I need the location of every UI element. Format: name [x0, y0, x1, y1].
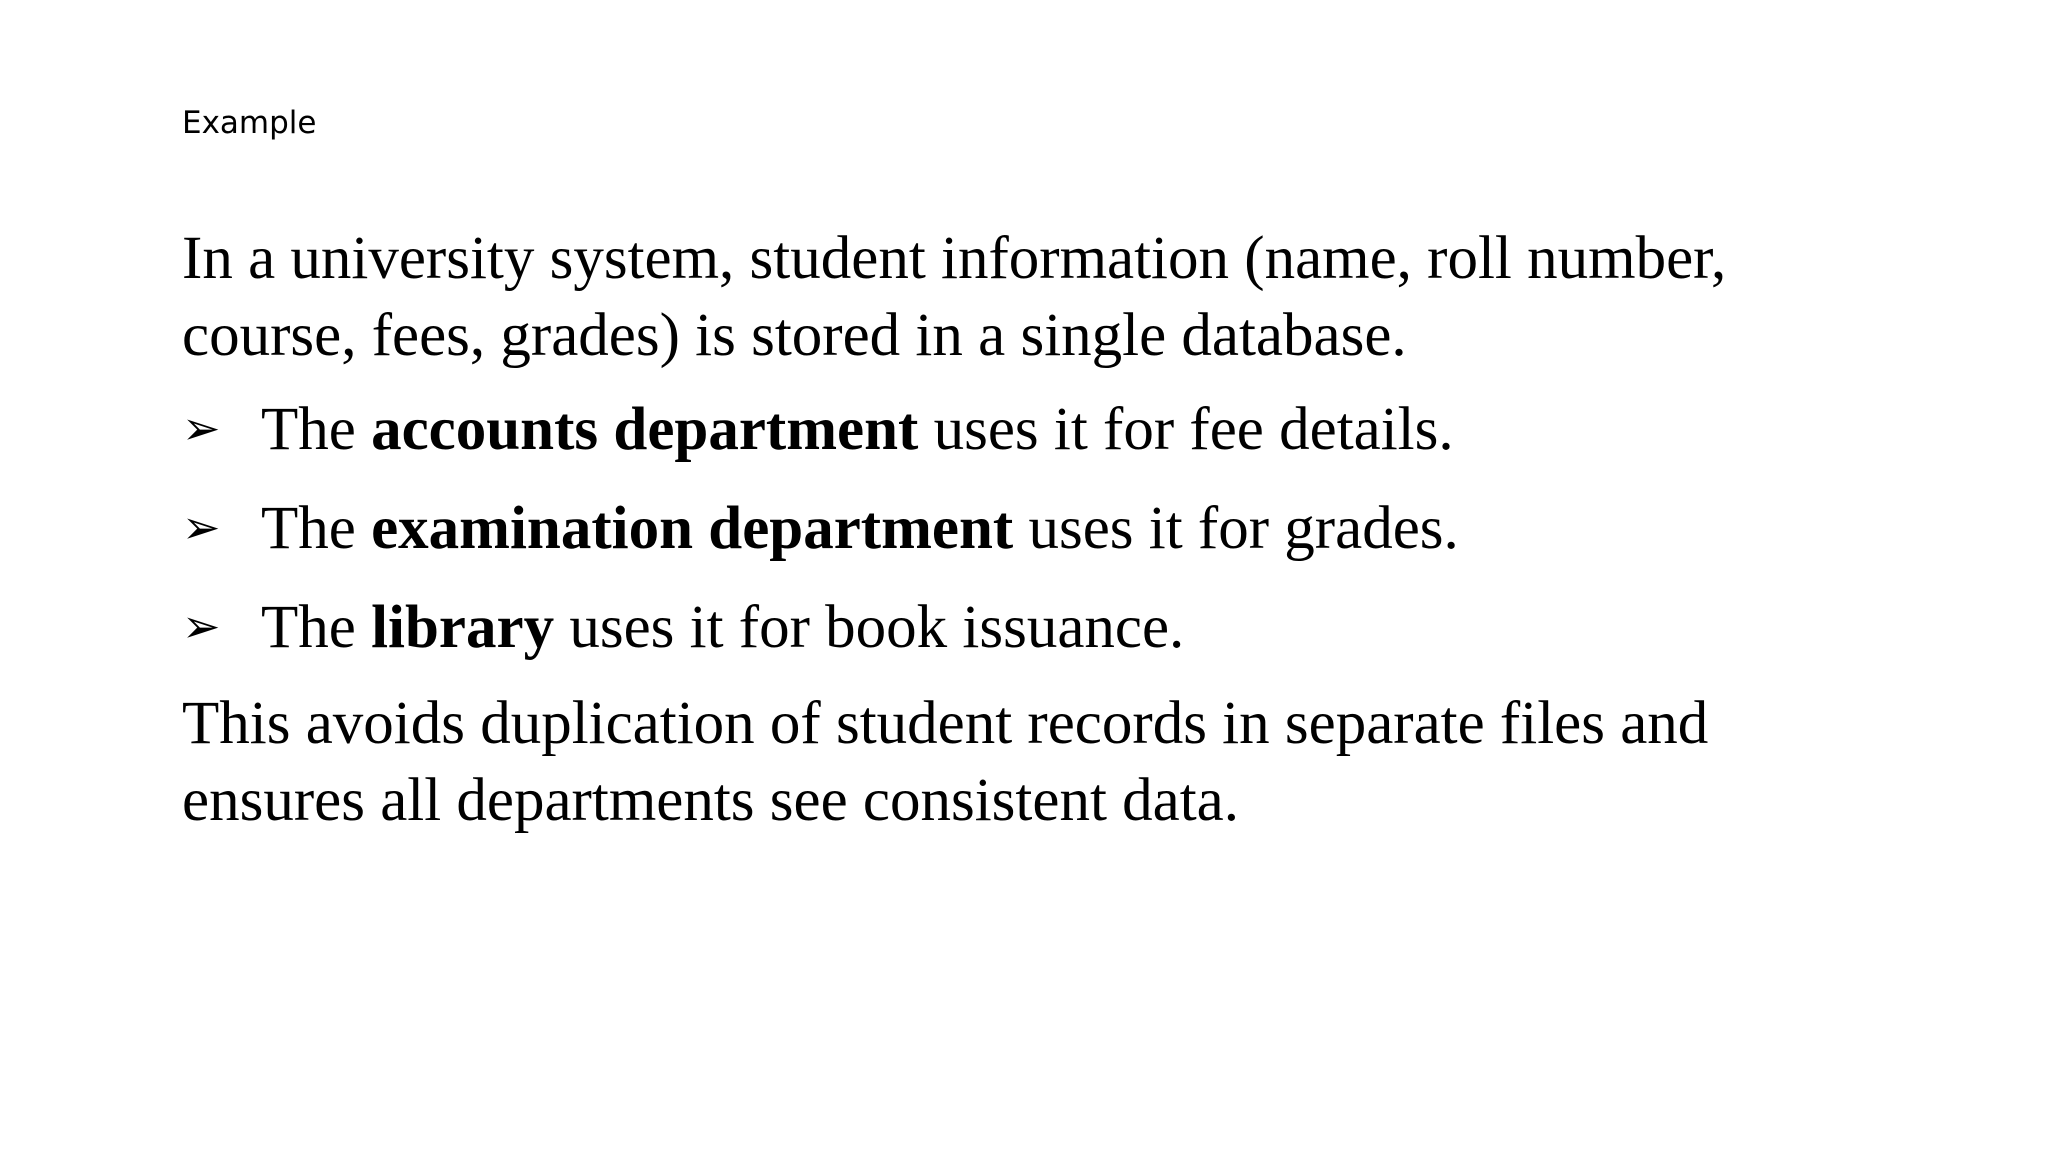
bullet-suffix: uses it for fee details. [918, 396, 1454, 463]
bullet-bold-term: library [371, 594, 555, 661]
bullet-text [261, 490, 1459, 567]
bullet-item-library [182, 589, 1882, 670]
bullet-text [261, 589, 1184, 666]
conclusion-paragraph: This avoids duplication of student records in separate files and ensures all departments see consistent data. [182, 690, 1709, 834]
bullet-bold-term: accounts department [371, 396, 919, 463]
bullet-prefix: The [261, 495, 372, 562]
bullet-prefix: The [261, 594, 372, 661]
slide-title: Example [182, 105, 317, 141]
arrow-bullet-icon: ➢ [182, 500, 221, 554]
arrow-bullet-icon: ➢ [182, 599, 221, 653]
arrow-bullet-icon: ➢ [182, 401, 221, 455]
bullet-text [261, 391, 1454, 468]
bullet-prefix: The [261, 396, 372, 463]
bullet-bold-term: examination department [371, 495, 1014, 562]
bullet-suffix: uses it for grades. [1013, 495, 1459, 562]
bullet-item-examination [182, 490, 1882, 571]
intro-paragraph: In a university system, student information (name, roll number, course, fees, grades) is stored in a single database. [182, 225, 1727, 369]
bullet-suffix: uses it for book issuance. [554, 594, 1185, 661]
bullet-list [182, 391, 1882, 670]
slide-body [182, 220, 1882, 839]
bullet-item-accounts [182, 391, 1882, 472]
